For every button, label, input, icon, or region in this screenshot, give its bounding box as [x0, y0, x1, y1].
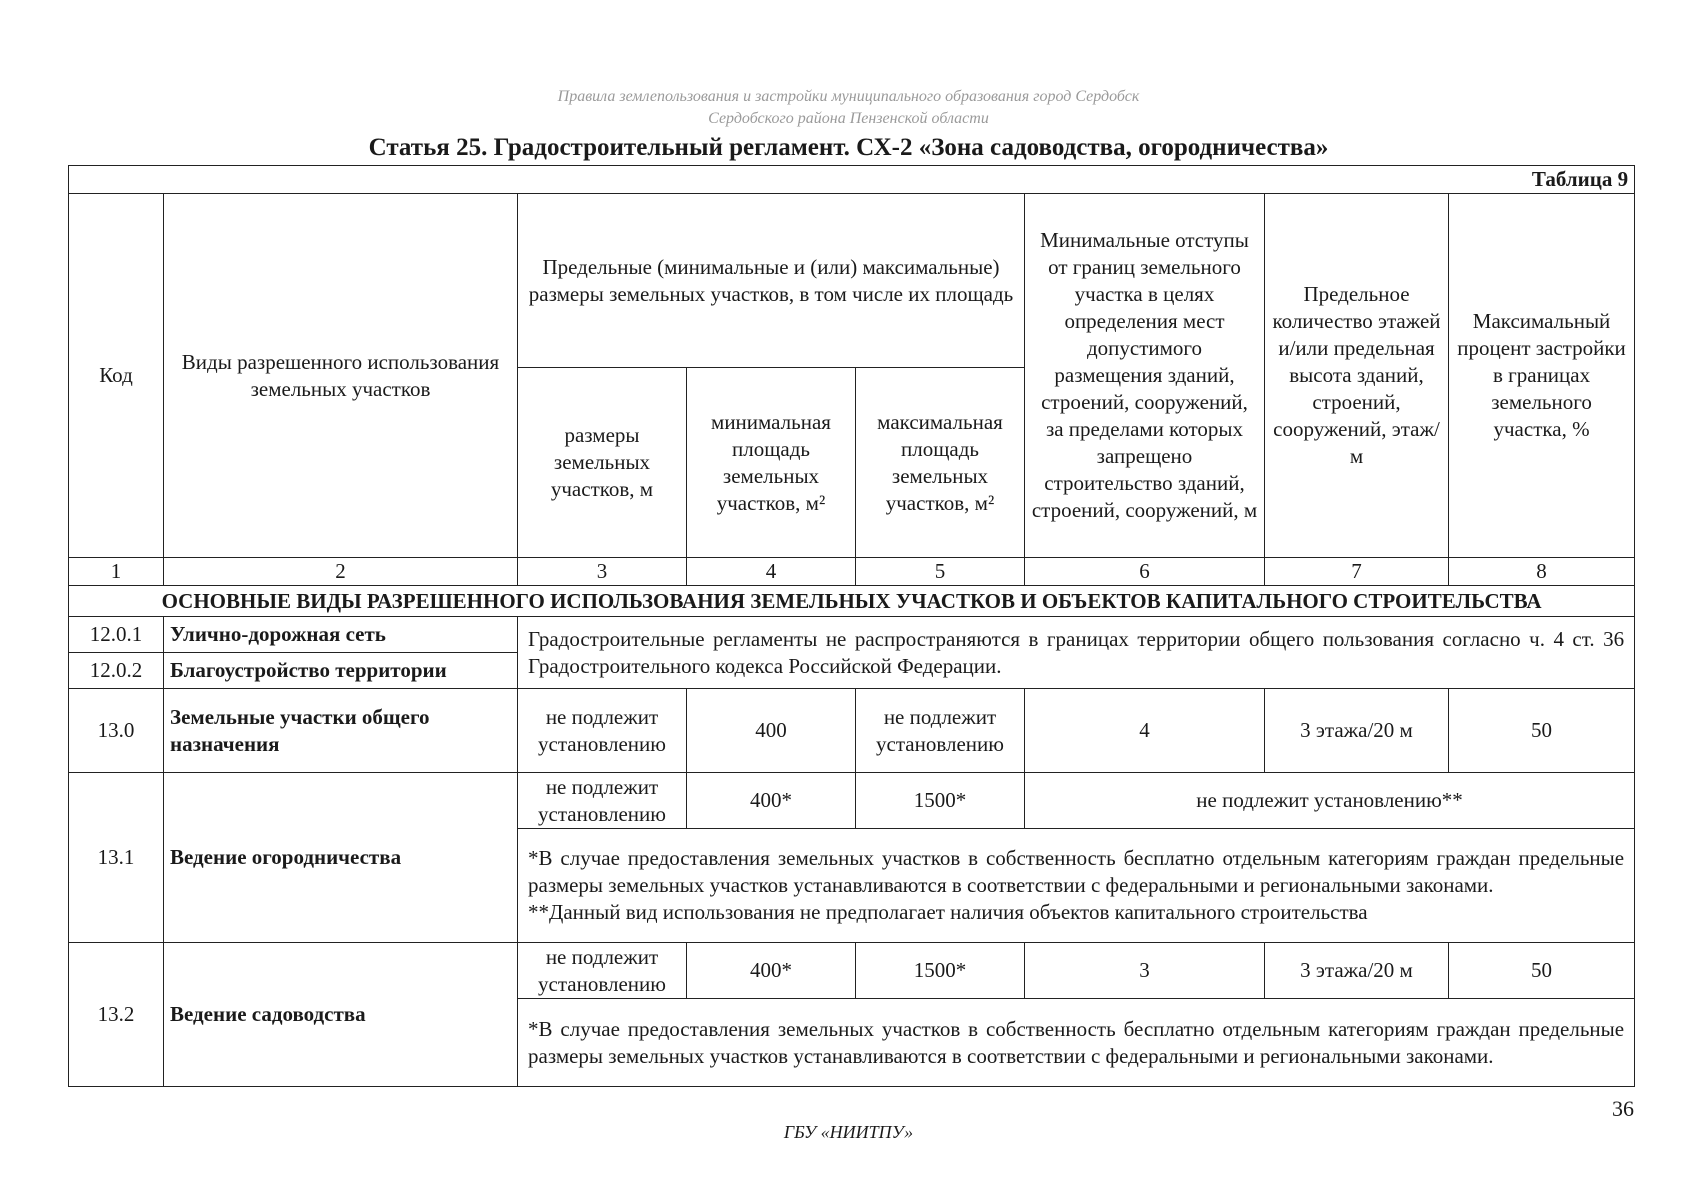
header-floors: Предельное количество этажей и/или предельная высота зданий, строений, сооружений, этаж/м: [1265, 194, 1449, 558]
row-code: 12.0.1: [69, 617, 164, 653]
row-merged-value: не подлежит установлению**: [1025, 773, 1635, 829]
col-number: 7: [1265, 558, 1449, 586]
row-coverage: 50: [1449, 689, 1635, 773]
row-use-name: Земельные участки общего назначения: [164, 689, 518, 773]
header-use-type: Виды разрешенного использования земельных участков: [164, 194, 518, 558]
row-floors: 3 этажа/20 м: [1265, 943, 1449, 999]
header-min-area: минимальная площадь земельных участков, м²: [687, 368, 856, 558]
row-min-area: 400*: [687, 773, 856, 829]
row-floors: 3 этажа/20 м: [1265, 689, 1449, 773]
row-setbacks: 3: [1025, 943, 1265, 999]
table-row: [69, 773, 1635, 829]
header-max-area: максимальная площадь земельных участков, м²: [856, 368, 1025, 558]
row-code: 12.0.2: [69, 653, 164, 689]
page-number: 36: [1612, 1096, 1634, 1121]
table-row: [69, 617, 1635, 653]
row-note: [518, 829, 1635, 943]
row-max-area: не подлежит установлению: [856, 689, 1025, 773]
table-row: [69, 689, 1635, 773]
col-number: 5: [856, 558, 1025, 586]
row-note: Градостроительные регламенты не распространяются в границах территории общего пользования согласно ч. 4 ст. 36 Градостроительного кодекса Российской Федерации.: [518, 617, 1635, 689]
row-sizes: не подлежит установлению: [518, 689, 687, 773]
row-setbacks: 4: [1025, 689, 1265, 773]
row-note: *В случае предоставления земельных участков в собственность бесплатно отдельным категориям граждан предельные размеры земельных участков устанавливаются в соответствии с федеральными и региональными законами.: [518, 999, 1635, 1087]
section-heading-main: ОСНОВНЫЕ ВИДЫ РАЗРЕШЕННОГО ИСПОЛЬЗОВАНИЯ ЗЕМЕЛЬНЫХ УЧАСТКОВ И ОБЪЕКТОВ КАПИТАЛЬНОГО СТРОИТЕЛЬСТВА: [69, 586, 1635, 617]
row-min-area: 400: [687, 689, 856, 773]
row-max-area: 1500*: [856, 943, 1025, 999]
footer-organization: ГБУ «НИИТПУ»: [783, 1122, 914, 1142]
row-max-area: 1500*: [856, 773, 1025, 829]
regulation-table: [68, 165, 1635, 1087]
running-header-line-1: Правила землепользования и застройки муниципального образования город Сердобск: [557, 88, 1140, 105]
row-use-name: Ведение огородничества: [164, 773, 518, 943]
col-number: 3: [518, 558, 687, 586]
row-code: 13.0: [69, 689, 164, 773]
col-number: 2: [164, 558, 518, 586]
row-use-name: Благоустройство территории: [164, 653, 518, 689]
header-code: Код: [69, 194, 164, 558]
table-row: [69, 943, 1635, 999]
row-code: 13.1: [69, 773, 164, 943]
col-number: 1: [69, 558, 164, 586]
row-sizes: не подлежит установлению: [518, 943, 687, 999]
col-number: 4: [687, 558, 856, 586]
col-number: 6: [1025, 558, 1265, 586]
running-header-line-2: Сердобского района Пензенской области: [708, 110, 989, 127]
row-code: 13.2: [69, 943, 164, 1087]
header-coverage: Максимальный процент застройки в границах земельного участка, %: [1449, 194, 1635, 558]
header-limits: Предельные (минимальные и (или) максимальные) размеры земельных участков, в том числе их площадь: [518, 194, 1025, 368]
row-min-area: 400*: [687, 943, 856, 999]
row-note-line: **Данный вид использования не предполагает наличия объектов капитального строительства: [528, 900, 1368, 924]
row-sizes: не подлежит установлению: [518, 773, 687, 829]
row-note-line: *В случае предоставления земельных участков в собственность бесплатно отдельным категориям граждан предельные размеры земельных участков устанавливаются в соответствии с федеральными и региональными законами.: [528, 846, 1625, 897]
table-label: Таблица 9: [69, 166, 1635, 194]
row-use-name: Улично-дорожная сеть: [164, 617, 518, 653]
header-sizes: размеры земельных участков, м: [518, 368, 687, 558]
column-number-row: [69, 558, 1635, 586]
header-setbacks: Минимальные отступы от границ земельного участка в целях определения мест допустимого размещения зданий, строений, сооружений, за пределами которых запрещено строительство зданий, строений, сооружений, м: [1025, 194, 1265, 558]
col-number: 8: [1449, 558, 1635, 586]
row-use-name: Ведение садоводства: [164, 943, 518, 1087]
page-title: Статья 25. Градостроительный регламент. СХ-2 «Зона садоводства, огородничества»: [368, 134, 1329, 161]
row-coverage: 50: [1449, 943, 1635, 999]
